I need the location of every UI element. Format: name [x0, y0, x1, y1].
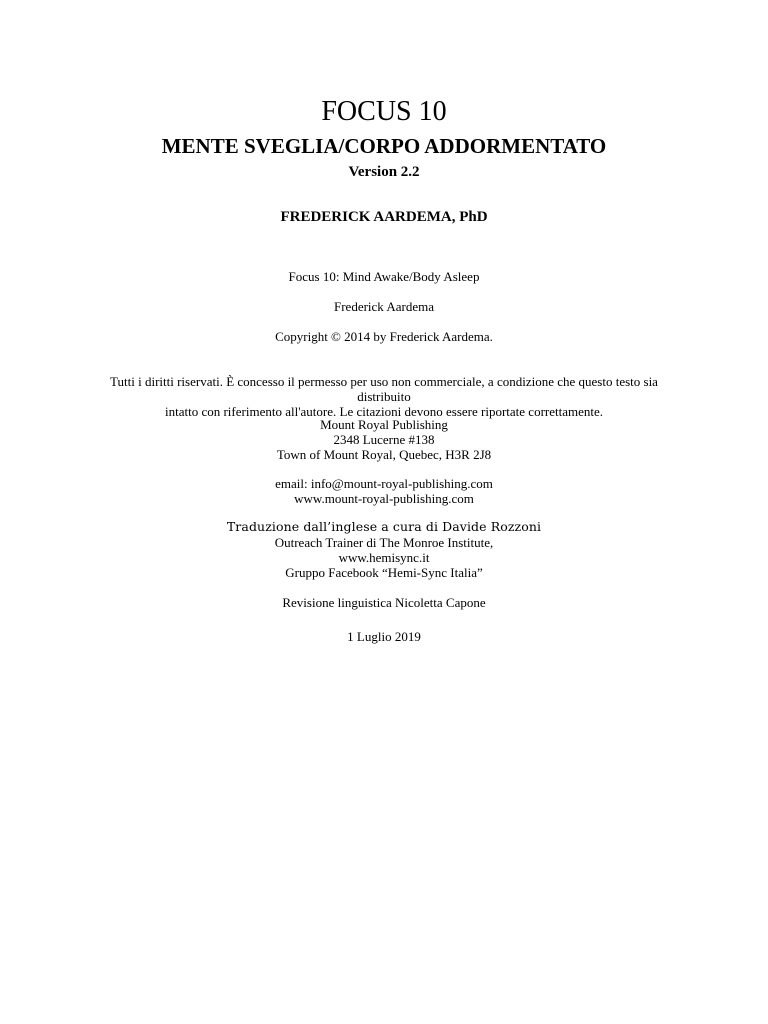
- rights-notice: [84, 374, 684, 419]
- publication-date: 1 Luglio 2019: [347, 629, 421, 644]
- author-name: FREDERICK AARDEMA, PhD: [280, 209, 488, 225]
- copyright-notice: Copyright © 2014 by Frederick Aardema.: [275, 329, 493, 344]
- rights-line-1: Tutti i diritti riservati. È concesso il permesso per uso non commerciale, a condizione che questo testo sia distribuito: [110, 374, 658, 404]
- document-subtitle: MENTE SVEGLIA/CORPO ADDORMENTATO: [161, 134, 607, 158]
- translator-website: www.hemisync.it: [338, 550, 430, 565]
- translator-role: Outreach Trainer di The Monroe Institute,: [274, 535, 494, 550]
- original-author: Frederick Aardema: [334, 299, 434, 314]
- linguistic-revision: Revisione linguistica Nicoletta Capone: [282, 595, 486, 610]
- publisher-address-1: 2348 Lucerne #138: [333, 432, 435, 447]
- rights-line-2: intatto con riferimento all'autore. Le citazioni devono essere riportate correttamente.: [164, 404, 603, 419]
- publisher-address-2: Town of Mount Royal, Quebec, H3R 2J8: [276, 447, 492, 462]
- translator-facebook-group: Gruppo Facebook “Hemi-Sync Italia”: [285, 565, 483, 580]
- document-title: FOCUS 10: [321, 96, 447, 127]
- translation-credit: Traduzione dall’inglese a cura di Davide Rozzoni: [226, 519, 542, 534]
- original-title: Focus 10: Mind Awake/Body Asleep: [288, 269, 480, 284]
- publisher-website: www.mount-royal-publishing.com: [294, 491, 474, 506]
- version-label: Version 2.2: [348, 164, 420, 180]
- publisher-name: Mount Royal Publishing: [320, 417, 448, 432]
- publisher-email: email: info@mount-royal-publishing.com: [275, 476, 493, 491]
